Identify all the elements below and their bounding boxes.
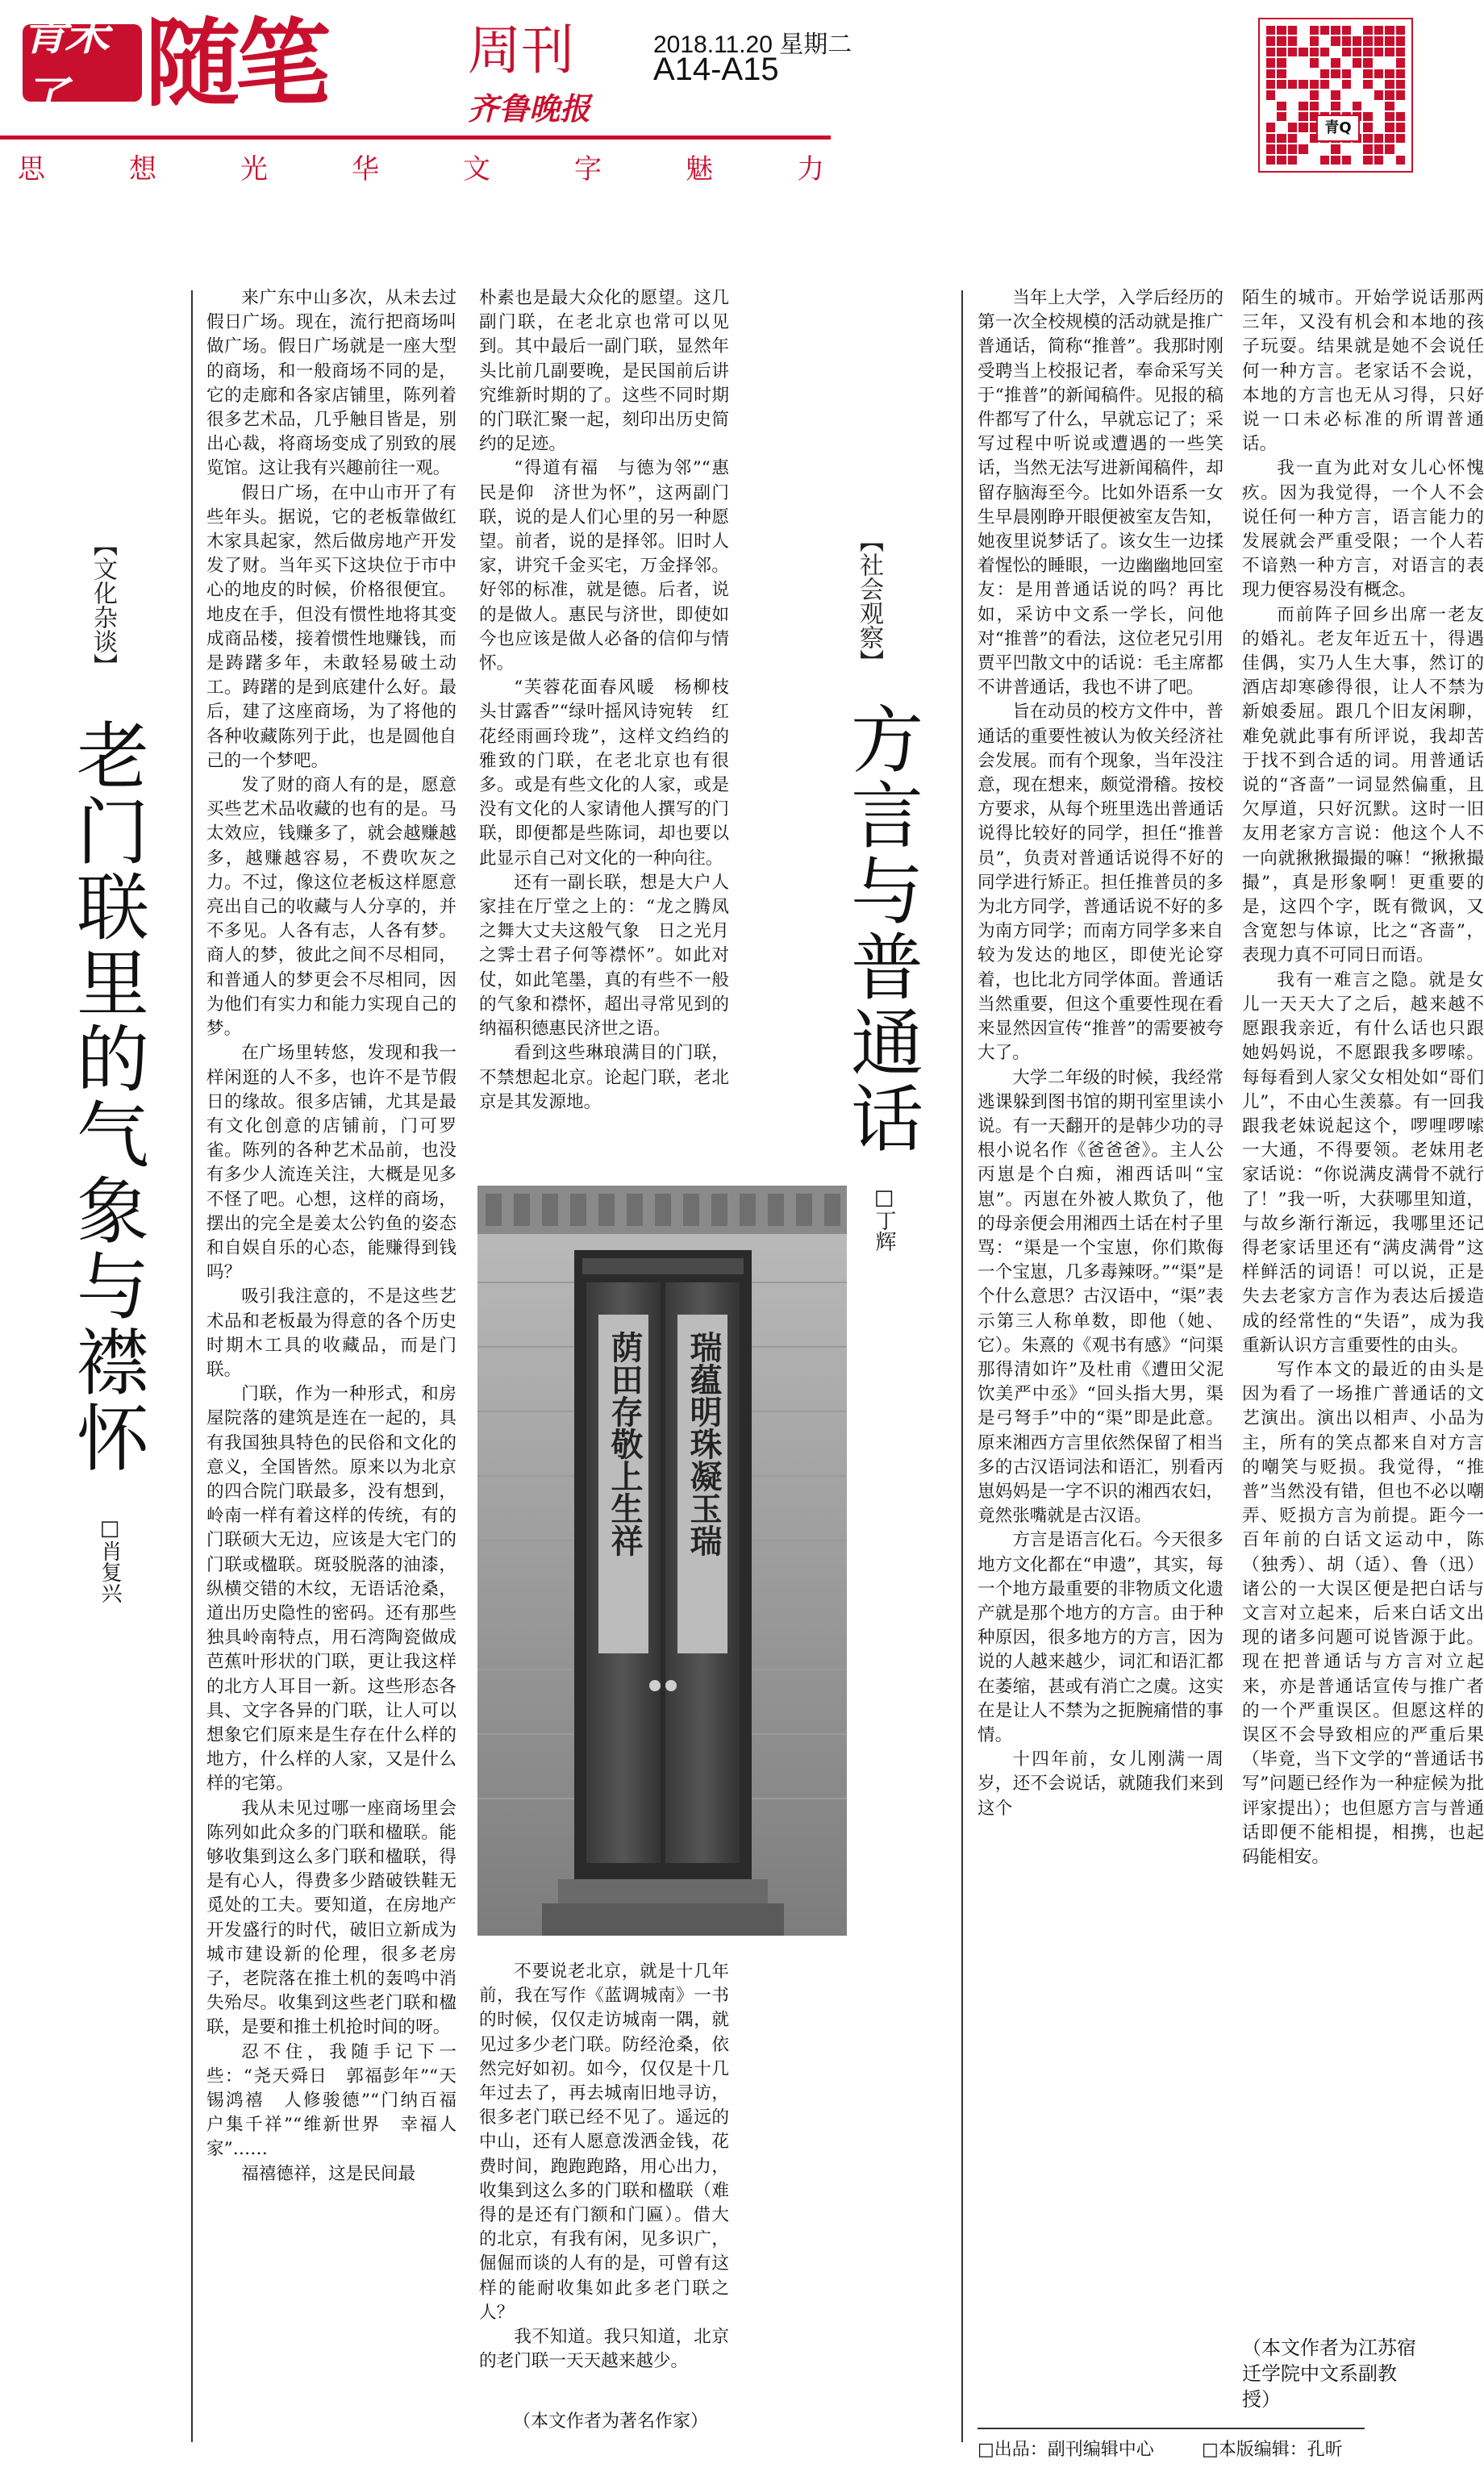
qr-cell	[1331, 156, 1340, 165]
right-article-author: □丁辉	[872, 1186, 896, 1252]
qr-cell	[1266, 90, 1275, 99]
qr-cell	[1331, 90, 1340, 99]
qr-cell	[1396, 156, 1405, 165]
qr-cell	[1374, 48, 1383, 56]
qr-cell	[1320, 156, 1329, 165]
qr-cell	[1298, 80, 1307, 89]
qr-cell	[1277, 58, 1286, 67]
qr-cell	[1310, 36, 1319, 45]
qr-pattern	[1266, 26, 1405, 165]
qr-cell	[1342, 144, 1351, 153]
tagline-char: 魅	[686, 153, 713, 186]
qr-cell	[1310, 144, 1319, 153]
qr-cell	[1277, 48, 1286, 56]
qr-cell	[1298, 69, 1307, 78]
qr-cell	[1363, 134, 1372, 143]
qr-cell	[1374, 156, 1383, 165]
couplet-left-text: 瑞蕴明珠凝玉瑞	[685, 1331, 723, 1557]
qr-cell	[1385, 58, 1394, 67]
left-article-column-2-continued	[479, 1960, 729, 2399]
issue-date: 2018.11.20 星期二	[653, 31, 852, 58]
qr-cell	[1331, 144, 1340, 153]
qr-cell	[1298, 36, 1307, 45]
qr-cell	[1363, 90, 1372, 99]
qr-cell	[1266, 156, 1275, 165]
footer-divider	[978, 2428, 1365, 2429]
qr-cell	[1298, 48, 1307, 56]
qr-cell	[1385, 123, 1394, 131]
qr-cell	[1374, 134, 1383, 143]
paragraph: 忍不住，我随手记下一些：“尧天舜日 郭福彭年”“天锡鸿禧 人修骏德”“门纳百福 户集千祥”“维新世界 幸福人家”……	[206, 2041, 474, 2160]
paragraph: 福禧德祥，这是民间最	[241, 2163, 416, 2184]
qr-cell	[1277, 123, 1286, 131]
qr-cell	[1310, 48, 1319, 56]
qr-cell	[1385, 90, 1394, 99]
paragraph: “芙蓉花面春风暖 杨柳枝头甘露香”“绿叶摇风诗宛转 红花经雨画玲珑”，这样文绉绉的雅致的门联，在老北京也有很多。或是有些文化的人家，或是没有文化的人家请他人撰写的门联，即便都是些陈词，却也要以此显示自己对文化的一种向往。	[479, 677, 729, 869]
left-article-column-1	[206, 286, 474, 2444]
qr-cell	[1277, 134, 1286, 143]
qr-cell	[1353, 80, 1361, 89]
qr-cell	[1288, 48, 1297, 56]
footer-source: □出品：副刊编辑中心	[978, 2440, 1154, 2460]
qr-cell	[1288, 144, 1297, 153]
qr-cell	[1310, 58, 1319, 67]
newspaper-logo: 青未了	[23, 24, 142, 102]
qr-cell	[1396, 48, 1405, 56]
qr-cell	[1298, 156, 1307, 165]
qr-cell	[1288, 123, 1297, 131]
qr-cell	[1363, 69, 1372, 78]
qr-cell	[1298, 90, 1307, 99]
tagline	[18, 147, 824, 186]
qr-cell	[1266, 58, 1275, 67]
qr-cell	[1266, 134, 1275, 143]
qr-cell	[1396, 123, 1405, 131]
qr-cell	[1385, 80, 1394, 89]
qr-cell	[1342, 48, 1351, 56]
qr-cell	[1320, 69, 1329, 78]
qr-cell	[1396, 80, 1405, 89]
qr-cell	[1288, 112, 1297, 121]
column-name: 随笔	[145, 8, 327, 119]
qr-cell	[1288, 102, 1297, 110]
qr-cell	[1266, 102, 1275, 110]
qr-cell	[1310, 90, 1319, 99]
qr-cell	[1353, 36, 1361, 45]
qr-cell	[1396, 134, 1405, 143]
qr-cell	[1374, 26, 1383, 35]
qr-cell	[1320, 26, 1329, 35]
qr-cell	[1320, 48, 1329, 56]
paragraph: 我一直为此对女儿心怀愧疚。因为我觉得，一个人不会说任何一种方言，语言能力的发展就会严重受限；一个人若不谙熟一种方言，对语言的表现力便容易没有概念。	[1242, 458, 1484, 601]
qr-cell	[1298, 112, 1307, 121]
qr-cell	[1353, 48, 1361, 56]
qr-cell	[1310, 156, 1319, 165]
qr-cell	[1353, 156, 1361, 165]
right-article-column-2	[1242, 286, 1484, 2331]
qr-logo: 青Q	[1316, 115, 1360, 142]
qr-cell	[1288, 156, 1297, 165]
qr-cell	[1310, 69, 1319, 78]
weekly-label: 周刊	[468, 19, 574, 81]
couplet-right-text: 荫田存敬上生祥	[606, 1331, 644, 1557]
qr-cell	[1331, 69, 1340, 78]
paragraph: 在广场里转悠，发现和我一样闲逛的人不多，也许不是节假日的缘故。很多店铺，尤其是最有文化创意的店铺前，门可罗雀。陈列的各种艺术品前，也没有多少人流连关注，大概是见多不怪了吧。心想，这样的商场，摆出的完全是姜太公钓鱼的姿态和自娱自乐的心态，能赚得到钱吗？	[206, 1043, 456, 1283]
right-article-rule	[961, 290, 963, 2442]
page-range: A14-A15	[653, 52, 779, 87]
qr-cell	[1277, 102, 1286, 110]
qr-cell	[1342, 36, 1351, 45]
qr-cell	[1363, 156, 1372, 165]
qr-cell	[1396, 112, 1405, 121]
qr-cell	[1363, 48, 1372, 56]
qr-cell	[1374, 90, 1383, 99]
tagline-char: 文	[463, 153, 490, 186]
qr-cell	[1277, 90, 1286, 99]
paragraph: 而前阵子回乡出席一老友的婚礼。老友年近五十，得遇佳偶，实乃人生大事，然订的酒店却寒碜得很，让人不禁为新娘委屈。跟几个旧友闲聊，难免就此事有所评说，我却苦于找不到合适的词。用普通话说的“吝啬”一词显然偏重，且欠厚道，只好沉默。这时一旧友用老家方言说：他这个人不一向就揪揪撮撮的嘛！“揪揪撮撮”，真是形象啊！更重要的是，这四个字，既有微讽，又含宽恕与体谅，比之“吝啬”，表现力真不可同日而语。	[1242, 604, 1484, 966]
paragraph: 来广东中山多次，从未去过假日广场。现在，流行把商场叫做广场。假日广场就是一座大型的商场，和一般商场不同的是，它的走廊和各家店铺里，陈列着很多艺术品，几乎触目皆是，别出心裁，将商场变成了别致的展览馆。这让我有兴趣前往一观。	[206, 288, 456, 479]
qr-cell	[1288, 58, 1297, 67]
qr-cell	[1331, 102, 1340, 110]
qr-cell	[1310, 102, 1319, 110]
old-door-photo	[477, 1186, 847, 1936]
qr-cell	[1266, 36, 1275, 45]
qr-cell	[1363, 80, 1372, 89]
tagline-char: 想	[129, 153, 156, 186]
qr-cell	[1385, 102, 1394, 110]
paragraph: 方言是语言化石。今天很多地方文化都在“申遗”，其实，每一个地方最重要的非物质文化遗产就是那个地方的方言。由于种种原因，很多地方的方言，因为说的人越来越少，词汇和语汇都在萎缩，甚或有消亡之虞。这实在是让人不禁为之扼腕痛惜的事情。	[978, 1530, 1223, 1745]
qr-cell	[1331, 80, 1340, 89]
qr-cell	[1385, 69, 1394, 78]
qr-cell	[1385, 36, 1394, 45]
qr-cell	[1385, 48, 1394, 56]
right-article-column-1	[978, 286, 1223, 2416]
qr-cell	[1374, 58, 1383, 67]
qr-cell	[1298, 58, 1307, 67]
paragraph: 假日广场，在中山市开了有些年头。据说，它的老板靠做红木家具起家，然后做房地产开发发了财。当年买下这块位于市中心的地皮的时候，价格很便宜。地皮在手，但没有惯性地将其变成商品楼，接着惯性地赚钱，而是踌躇多年，未敢轻易破土动工。踌躇的是到底建什么好。最后，建了这座商场，为了将他的各种收藏陈列于此，也是圆他自己的一个梦吧。	[206, 482, 456, 771]
qr-cell	[1342, 80, 1351, 89]
left-section-tag: 【文化杂谈】	[89, 532, 117, 677]
qr-cell	[1363, 36, 1372, 45]
qr-cell	[1288, 26, 1297, 35]
qr-cell	[1277, 69, 1286, 78]
paragraph: 当年上大学，入学后经历的第一次全校规模的活动就是推广普通话，简称“推普”。我那时刚受聘当上校报记者，奉命采写关于“推普”的新闻稿件。见报的稿件都写了什么，早就忘记了；采写过程中听说或遭遇的一些笑话，当然无法写进新闻稿件，却留存脑海至今。比如外语系一女生早晨刚睁开眼便被室友告知，她夜里说梦话了。该女生一边揉着惺忪的睡眼，一边幽幽地回室友：是用普通话说的吗？再比如，采访中文系一学长，问他对“推普”的看法，这位老兄引用贾平凹散文中的话说：毛主席都不讲普通话，我也不讲了吧。	[978, 288, 1223, 698]
qr-cell	[1342, 102, 1351, 110]
qr-cell	[1331, 36, 1340, 45]
qr-cell	[1374, 144, 1383, 153]
qr-cell	[1396, 58, 1405, 67]
qr-cell	[1320, 102, 1329, 110]
qr-cell	[1342, 58, 1351, 67]
qr-cell	[1266, 144, 1275, 153]
qr-cell	[1396, 144, 1405, 153]
qr-cell	[1396, 69, 1405, 78]
left-article-author: □肖复兴	[98, 1516, 122, 1603]
paragraph: 十四年前，女儿刚满一周岁，还不会说话，就随我们来到这个	[978, 1749, 1223, 1819]
paragraph: 陌生的城市。开始学说话那两三年，又没有机会和本地的孩子玩耍。结果就是她不会说任何一种方言。老家话不会说，本地的方言也无从习得，只好说一口未必标准的所谓普通话。	[1242, 288, 1484, 455]
tagline-char: 思	[18, 153, 45, 186]
qr-cell	[1363, 58, 1372, 67]
paragraph: 写作本文的最近的由头是因为看了一场推广普通话的文艺演出。演出以相声、小品为主，所有的笑点都来自对方言的嘲笑与贬损。我觉得，“推普”当然没有错，但也不必以嘲弄、贬损方言为前提。距今一百年前的白话文运动中，陈（独秀）、胡（适）、鲁（迅）诸公的一大误区便是把白话与文言对立起来，后来白话文出现的诸多问题可说皆源于此。现在把普通话与方言对立起来，亦是普通话宣传与推广者的一个严重误区。但愿这样的误区不会导致相应的严重后果（毕竟，当下文学的“普通话书写”问题已经作为一种症候为批评家提出）；也但愿方言与普通话即便不能相提，相携，也起码能相安。	[1242, 1359, 1484, 1867]
paragraph: 大学二年级的时候，我经常逃课躲到图书馆的期刊室里读小说。有一天翻开的是韩少功的寻根小说名作《爸爸爸》。主人公丙崽是个白痴，湘西话叫“宝崽”。丙崽在外被人欺负了，他的母亲便会用湘西土话在村子里骂：“渠是一个宝崽，你们欺侮一个宝崽，几多毒辣呀。”“渠”是个什么意思？古汉语中，“渠”表示第三人称单数，即他（她、它）。朱熹的《观书有感》“问渠那得清如许”及杜甫《遭田父泥饮美严中丞》“回头指大男，渠是弓弩手”中的“渠”即是此意。原来湘西方言里依然保留了相当多的古汉语词法和语汇，别看丙崽妈妈是一字不识的湘西农妇，竟然张嘴就是古汉语。	[978, 1067, 1223, 1527]
left-article-rule	[191, 290, 193, 2442]
qr-cell	[1353, 58, 1361, 67]
qr-cell	[1298, 134, 1307, 143]
paragraph: 发了财的商人有的是，愿意买些艺术品收藏的也有的是。马太效应，钱赚多了，就会越赚越多，越赚越容易，不费吹灰之力。不过，像这位老板这样愿意亮出自己的收藏与人分享的，并不多见。人各有志，人各有梦。商人的梦，彼此之间不尽相同，和普通人的梦更会不尽相同，因为他们有实力和能力实现自己的梦。	[206, 775, 456, 1040]
qr-cell	[1277, 26, 1286, 35]
qr-cell	[1363, 123, 1372, 131]
paragraph: 不要说老北京，就是十几年前，我在写作《蓝调城南》一书的时候，仅仅走访城南一隅，就见过多少老门联。防经沧桑，依然完好如初。如今，仅仅是十几年过去了，再去城南旧地寻访，很多老门联已经不见了。遥远的中山，还有人愿意泼洒金钱，花费时间，跑跑跑路，用心出力，收集到这么多的门联和楹联（难得的是还有门额和门匾）。借大的北京，有我有闲，见多识广，倔倔而谈的人有的是，可曾有这样的能耐收集如此多老门联之人？	[479, 1961, 729, 2323]
qr-cell	[1277, 156, 1286, 165]
qr-cell	[1266, 123, 1275, 131]
qr-cell	[1266, 69, 1275, 78]
qr-cell	[1288, 134, 1297, 143]
paragraph: 我有一难言之隐。就是女儿一天天大了之后，越来越不愿跟我亲近，有什么话也只跟她妈妈说，不愿跟我多啰嗦。每每看到人家父女相处如“哥们儿”，不由心生羡慕。有一回我跟我老妹说起这个，啰哩啰嗦一大通，不得要领。老妹用老家话说：“你说满皮满骨不就行了！”我一听，大获哪里知道，与故乡渐行渐远，我哪里还记得老家话里还有“满皮满骨”这样鲜活的词语！可以说，正是失去老家方言作为表达后援造成的经常性的“失语”，成为我重新认识方言重要性的由头。	[1242, 969, 1484, 1356]
tagline-char: 光	[240, 153, 268, 186]
qr-cell	[1277, 144, 1286, 153]
qr-cell	[1266, 26, 1275, 35]
paragraph: 吸引我注意的，不是这些艺术品和老板最为得意的各个历史时期木工具的收藏品，而是门联。	[206, 1286, 456, 1380]
qr-cell	[1363, 102, 1372, 110]
left-article-column-2	[479, 286, 729, 1157]
footer-editor: □本版编辑：孔昕	[1202, 2440, 1343, 2460]
qr-cell	[1277, 36, 1286, 45]
qr-cell	[1320, 36, 1329, 45]
masthead-divider	[0, 135, 831, 140]
paper-name: 齐鲁晚报	[468, 90, 591, 127]
paragraph: 看到这些琳琅满目的门联，不禁想起北京。论起门联，老北京是其发源地。	[479, 1043, 729, 1112]
qr-cell	[1288, 69, 1297, 78]
qr-cell	[1363, 112, 1372, 121]
qr-cell	[1288, 36, 1297, 45]
qr-cell	[1288, 90, 1297, 99]
qr-cell	[1320, 80, 1329, 89]
qr-cell	[1385, 156, 1394, 165]
qr-cell	[1277, 112, 1286, 121]
right-section-tag: 【社会观察】	[855, 528, 883, 673]
qr-cell	[1396, 36, 1405, 45]
qr-cell	[1385, 144, 1394, 153]
qr-cell	[1353, 144, 1361, 153]
qr-code[interactable]	[1258, 18, 1413, 173]
qr-cell	[1266, 80, 1275, 89]
qr-cell	[1374, 36, 1383, 45]
qr-cell	[1266, 48, 1275, 56]
paragraph: 我不知道。我只知道，北京的老门联一天天越来越少。	[479, 2327, 729, 2372]
tagline-char: 华	[352, 153, 379, 186]
paragraph: 还有一副长联，想是大户人家挂在厅堂之上的：“龙之腾凤之舞大丈夫这般气象 日之光月之霁士君子何等襟怀”。如此对仗，如此笔墨，真的有些不一般的气象和襟怀，超出寻常见到的纳福积德惠民济世之语。	[479, 872, 729, 1040]
qr-cell	[1298, 123, 1307, 131]
qr-cell	[1396, 26, 1405, 35]
qr-cell	[1353, 69, 1361, 78]
qr-cell	[1374, 123, 1383, 131]
qr-cell	[1353, 26, 1361, 35]
qr-cell	[1374, 102, 1383, 110]
qr-cell	[1396, 102, 1405, 110]
qr-cell	[1298, 102, 1307, 110]
qr-cell	[1374, 80, 1383, 89]
qr-cell	[1331, 26, 1340, 35]
qr-cell	[1342, 69, 1351, 78]
qr-cell	[1396, 90, 1405, 99]
qr-cell	[1310, 80, 1319, 89]
qr-cell	[1331, 58, 1340, 67]
qr-cell	[1331, 48, 1340, 56]
right-article-title: 方言与普通话	[838, 702, 923, 1157]
paragraph: 旨在动员的校方文件中，普通话的重要性被认为攸关经济社会发展。而有个现象，当年没注意，现在想来，颇觉滑稽。按校方要求，从每个班里选出普通话说得比较好的同学，担任“推普员”，负责对普通话说得不好的同学进行矫正。担任推普员的多为北方同学，普通话说不好的多为南方同学；而南方同学多来自较为发达的地区，即使光论穿着，也比北方同学体面。普通话当然重要，但这个重要性现在看来显然因宣传“推普”的需要被夸大了。	[978, 702, 1223, 1064]
qr-cell	[1342, 90, 1351, 99]
qr-cell	[1298, 144, 1307, 153]
left-article-credit: （本文作者为著名作家）	[513, 2412, 709, 2432]
qr-cell	[1310, 26, 1319, 35]
qr-cell	[1342, 26, 1351, 35]
qr-cell	[1385, 26, 1394, 35]
right-article-credit: （本文作者为江苏宿迁学院中文系副教授）	[1242, 2337, 1416, 2411]
qr-cell	[1374, 69, 1383, 78]
qr-cell	[1385, 112, 1394, 121]
qr-cell	[1277, 80, 1286, 89]
qr-cell	[1320, 58, 1329, 67]
qr-cell	[1374, 112, 1383, 121]
qr-cell	[1266, 112, 1275, 121]
qr-cell	[1320, 144, 1329, 153]
qr-cell	[1353, 102, 1361, 110]
qr-cell	[1298, 26, 1307, 35]
qr-cell	[1363, 144, 1372, 153]
qr-cell	[1363, 26, 1372, 35]
paragraph: 我从未见过哪一座商场里会陈列如此众多的门联和楹联。能够收集到这么多门联和楹联，得是有心人，得费多少踏破铁鞋无觅处的工夫。要知道，在房地产开发盛行的时代，破旧立新成为城市建设新的伦理，很多老房子，老院落在推土机的轰鸣中消失殆尽。收集到这些老门联和楹联，是要和推土机抢时间的呀。	[206, 1798, 456, 2038]
door-illustration	[477, 1186, 847, 1936]
qr-cell	[1288, 80, 1297, 89]
qr-cell	[1320, 90, 1329, 99]
qr-cell	[1353, 90, 1361, 99]
qr-cell	[1385, 134, 1394, 143]
tagline-char: 力	[797, 153, 824, 186]
paragraph: 朴素也是最大众化的愿望。这几副门联，在老北京也常可以见到。其中最后一副门联，显然年头比前几副要晚，是民国前后讲究维新时期的了。这些不同时期的门联汇聚一起，刻印出历史简约的足迹。	[479, 288, 729, 455]
tagline-char: 字	[574, 153, 602, 186]
left-article-title: 老门联里的气象与襟怀	[64, 718, 148, 1476]
paragraph: 门联，作为一种形式，和房屋院落的建筑是连在一起的，具有我国独具特色的民俗和文化的意义，全国皆然。原来以为北京的四合院门联最多，没有想到，岭南一样有着这样的传统，有的门联硕大无边，应该是大宅门的门联或楹联。斑驳脱落的油漆，纵横交错的木纹，无语话沧桑，道出历史隐性的密码。还有那些独具岭南特点，用石湾陶瓷做成芭蕉叶形状的门联，更让我这样的北方人耳目一新。这些形态各具、文字各异的门联，让人可以想象它们原来是生存在什么样的地方，什么样的人家，又是什么样的宅第。	[206, 1384, 456, 1795]
paragraph: “得道有福 与德为邻”“惠民是仰 济世为怀”，这两副门联，说的是人们心里的另一种愿望。前者，说的是择邻。旧时人家，讲究千金买宅，万金择邻。好邻的标准，就是德。后者，说的是做人。惠民与济世，即使如今也应该是做人必备的信仰与情怀。	[479, 458, 729, 674]
qr-cell	[1342, 156, 1351, 165]
